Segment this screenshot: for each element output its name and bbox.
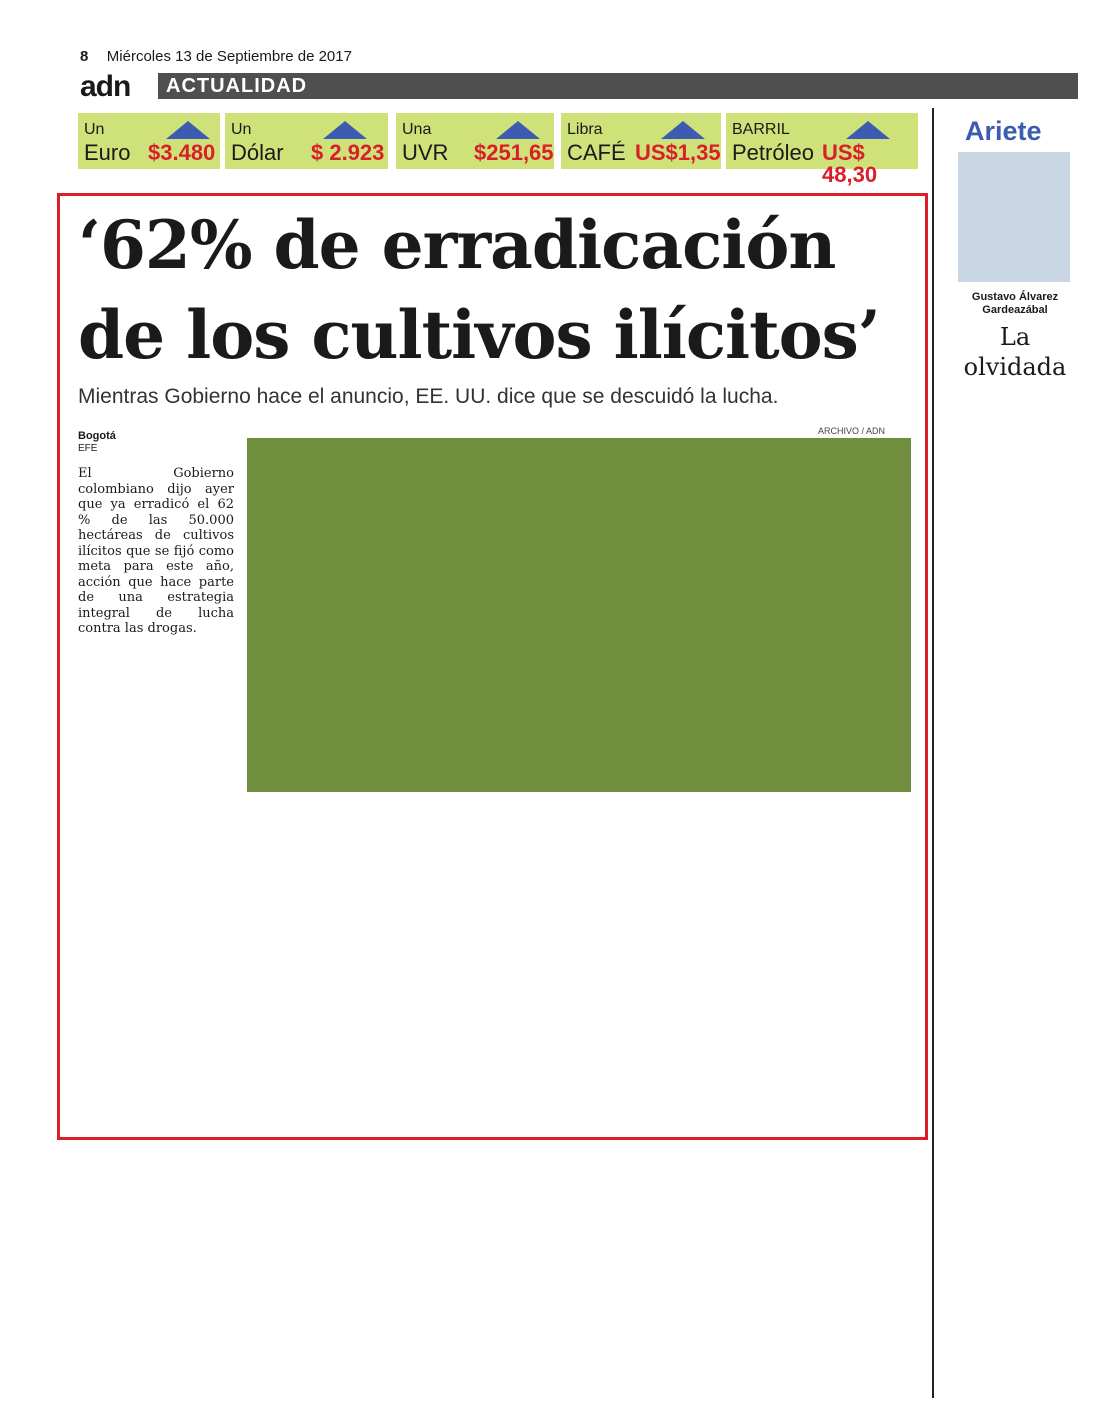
- ticker-price: $3.480: [148, 140, 216, 165]
- column-title-line2: olvidada: [963, 353, 1067, 381]
- author-photo: [958, 152, 1070, 282]
- arrow-up-icon: [323, 121, 367, 139]
- lead-agency: EFE: [78, 443, 98, 454]
- ticker-label: BARRIL: [732, 121, 790, 138]
- lead-subhead: Mientras Gobierno hace el anuncio, EE. UU. dice que se descuidó la lucha.: [78, 385, 779, 408]
- ticker-price: $251,65: [474, 140, 554, 165]
- arrow-up-icon: [496, 121, 540, 139]
- ticker-name: UVR: [402, 140, 449, 165]
- lead-dateline: Bogotá: [78, 430, 116, 442]
- section-bar: [158, 73, 1078, 99]
- column-divider: [932, 108, 934, 1398]
- ticker-petroleo: [726, 113, 918, 187]
- brand-logo: adn: [80, 70, 131, 103]
- ticker-price: US$1,35: [635, 140, 721, 165]
- page-header: [80, 48, 1080, 68]
- ticker-name: CAFÉ: [567, 140, 626, 165]
- ticker-label: Libra: [567, 121, 603, 138]
- column-title: [940, 322, 1090, 382]
- author-name-line1: Gustavo Álvarez: [971, 291, 1059, 303]
- ticker-cafe: [561, 113, 721, 169]
- ticker-uvr: [396, 113, 554, 169]
- column-title-line1: La: [999, 323, 1031, 351]
- author-name-line2: Gardeazábal: [982, 304, 1048, 316]
- ticker-label: Una: [402, 121, 432, 138]
- ticker-dolar: [225, 113, 388, 169]
- arrow-up-icon: [846, 121, 890, 139]
- ticker-euro: [78, 113, 220, 169]
- lead-body: El Gobierno colombiano dijo ayer que ya erradicó el 62 % de las 50.000 hectáreas de cultivos ilícitos que se fijó como meta para este año, acción que hace parte de una estrategia integral de lucha contra las drogas.: [78, 466, 234, 636]
- page-number: 8: [80, 48, 89, 65]
- ticker-price: $ 2.923: [311, 140, 385, 165]
- ticker-name: Dólar: [231, 140, 284, 165]
- lead-headline-line2: de los cultivos ilícitos’: [78, 296, 880, 374]
- ticker-price: US$ 48,30: [822, 140, 878, 187]
- ticker-label: Un: [231, 121, 252, 138]
- arrow-up-icon: [166, 121, 210, 139]
- ticker-label: Un: [84, 121, 105, 138]
- column-author: [940, 291, 1090, 317]
- photo-credit: ARCHIVO / ADN: [818, 426, 886, 436]
- ticker-name: Petróleo: [732, 140, 814, 165]
- lead-headline-line1: ‘62% de erradicación: [78, 206, 836, 284]
- ticker-name: Euro: [84, 140, 131, 165]
- arrow-up-icon: [661, 121, 705, 139]
- header-date: Miércoles 13 de Septiembre de 2017: [106, 48, 352, 65]
- column-kicker: Ariete: [965, 116, 1042, 146]
- section-title: ACTUALIDAD: [166, 75, 308, 97]
- lead-photo: [247, 438, 911, 792]
